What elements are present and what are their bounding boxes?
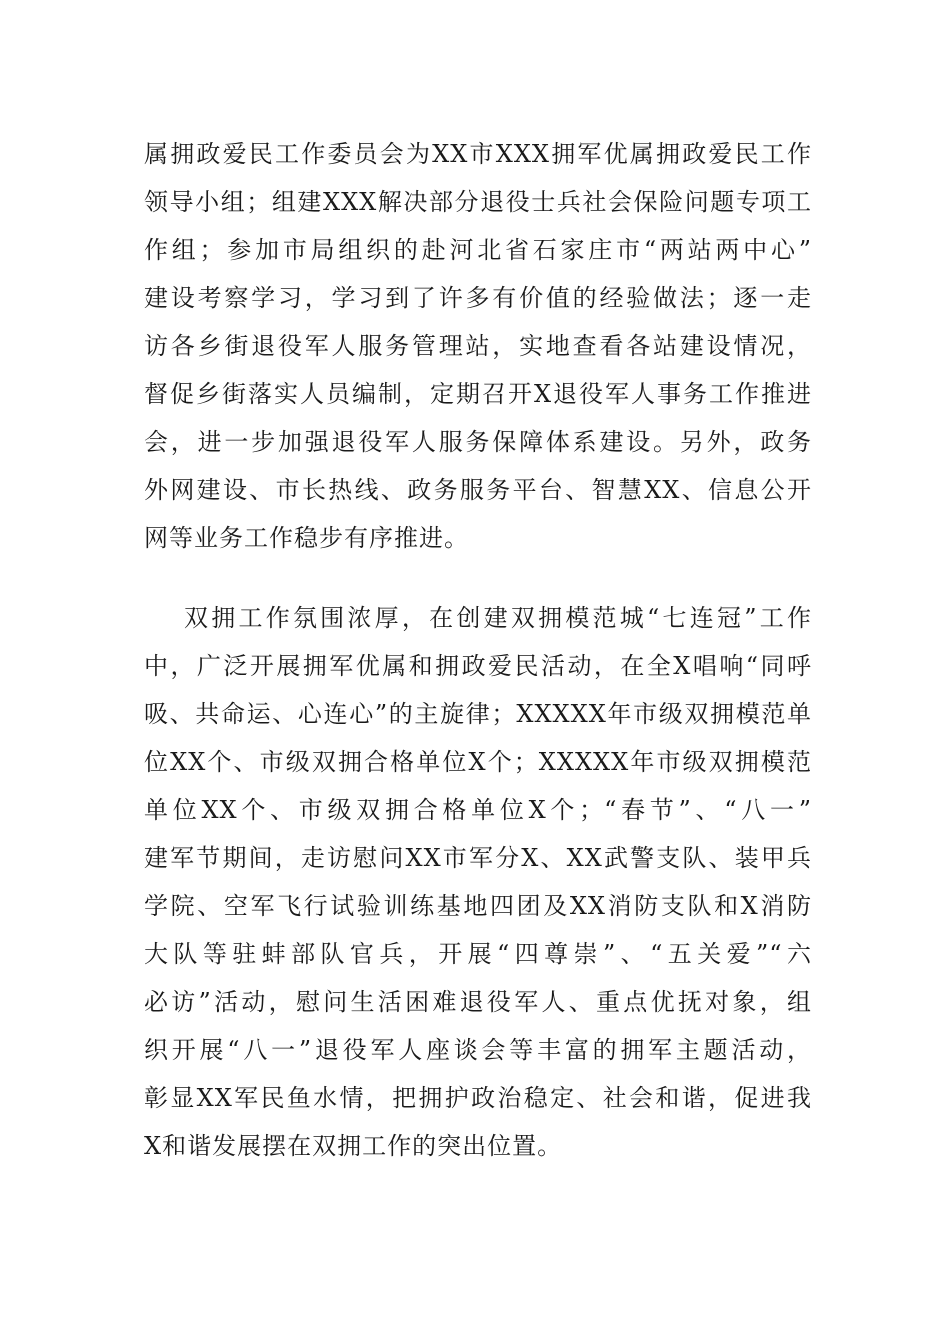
paragraph-line: 双拥工作氛围浓厚，在创建双拥模范城“七连冠”工作 [184, 604, 812, 632]
paragraph-line: 属拥政爱民工作委员会为XX市XXX拥军优属拥政爱民工作 [144, 140, 812, 168]
paragraph-line: 吸、共命运、心连心”的主旋律；XXXXX年市级双拥模范单 [144, 700, 812, 728]
paragraph-line: 彰显XX军民鱼水情，把拥护政治稳定、社会和谐，促进我 [144, 1084, 812, 1112]
paragraph-line: 领导小组；组建XXX解决部分退役士兵社会保险问题专项工 [144, 188, 812, 216]
paragraph-line: 建设考察学习，学习到了许多有价值的经验做法；逐一走 [144, 284, 812, 312]
paragraph-line: 外网建设、市长热线、政务服务平台、智慧XX、信息公开 [144, 476, 812, 504]
paragraph-line: 单位XX个、市级双拥合格单位X个；“春节”、“八一” [144, 796, 812, 824]
paragraph-line: 网等业务工作稳步有序推进。 [144, 524, 469, 552]
paragraph-line: X和谐发展摆在双拥工作的突出位置。 [144, 1132, 563, 1160]
paragraph-line: 作组；参加市局组织的赴河北省石家庄市“两站两中心” [144, 236, 812, 264]
paragraph-2 [144, 594, 812, 1170]
paragraph-1 [144, 130, 812, 562]
paragraph-line: 督促乡街落实人员编制，定期召开X退役军人事务工作推进 [144, 380, 812, 408]
paragraph-line: 必访”活动，慰问生活困难退役军人、重点优抚对象，组 [144, 988, 812, 1016]
paragraph-line: 访各乡街退役军人服务管理站，实地查看各站建设情况， [144, 332, 812, 360]
paragraph-line: 中，广泛开展拥军优属和拥政爱民活动，在全X唱响“同呼 [144, 652, 812, 680]
paragraph-line: 位XX个、市级双拥合格单位X个；XXXXX年市级双拥模范 [144, 748, 812, 776]
paragraph-line: 建军节期间，走访慰问XX市军分X、XX武警支队、装甲兵 [144, 844, 812, 872]
paragraph-line: 大队等驻蚌部队官兵，开展“四尊崇”、“五关爱”“六 [144, 940, 812, 968]
paragraph-line: 学院、空军飞行试验训练基地四团及XX消防支队和X消防 [144, 892, 812, 920]
paragraph-line: 会，进一步加强退役军人服务保障体系建设。另外，政务 [144, 428, 812, 456]
paragraph-line: 织开展“八一”退役军人座谈会等丰富的拥军主题活动， [144, 1036, 812, 1064]
